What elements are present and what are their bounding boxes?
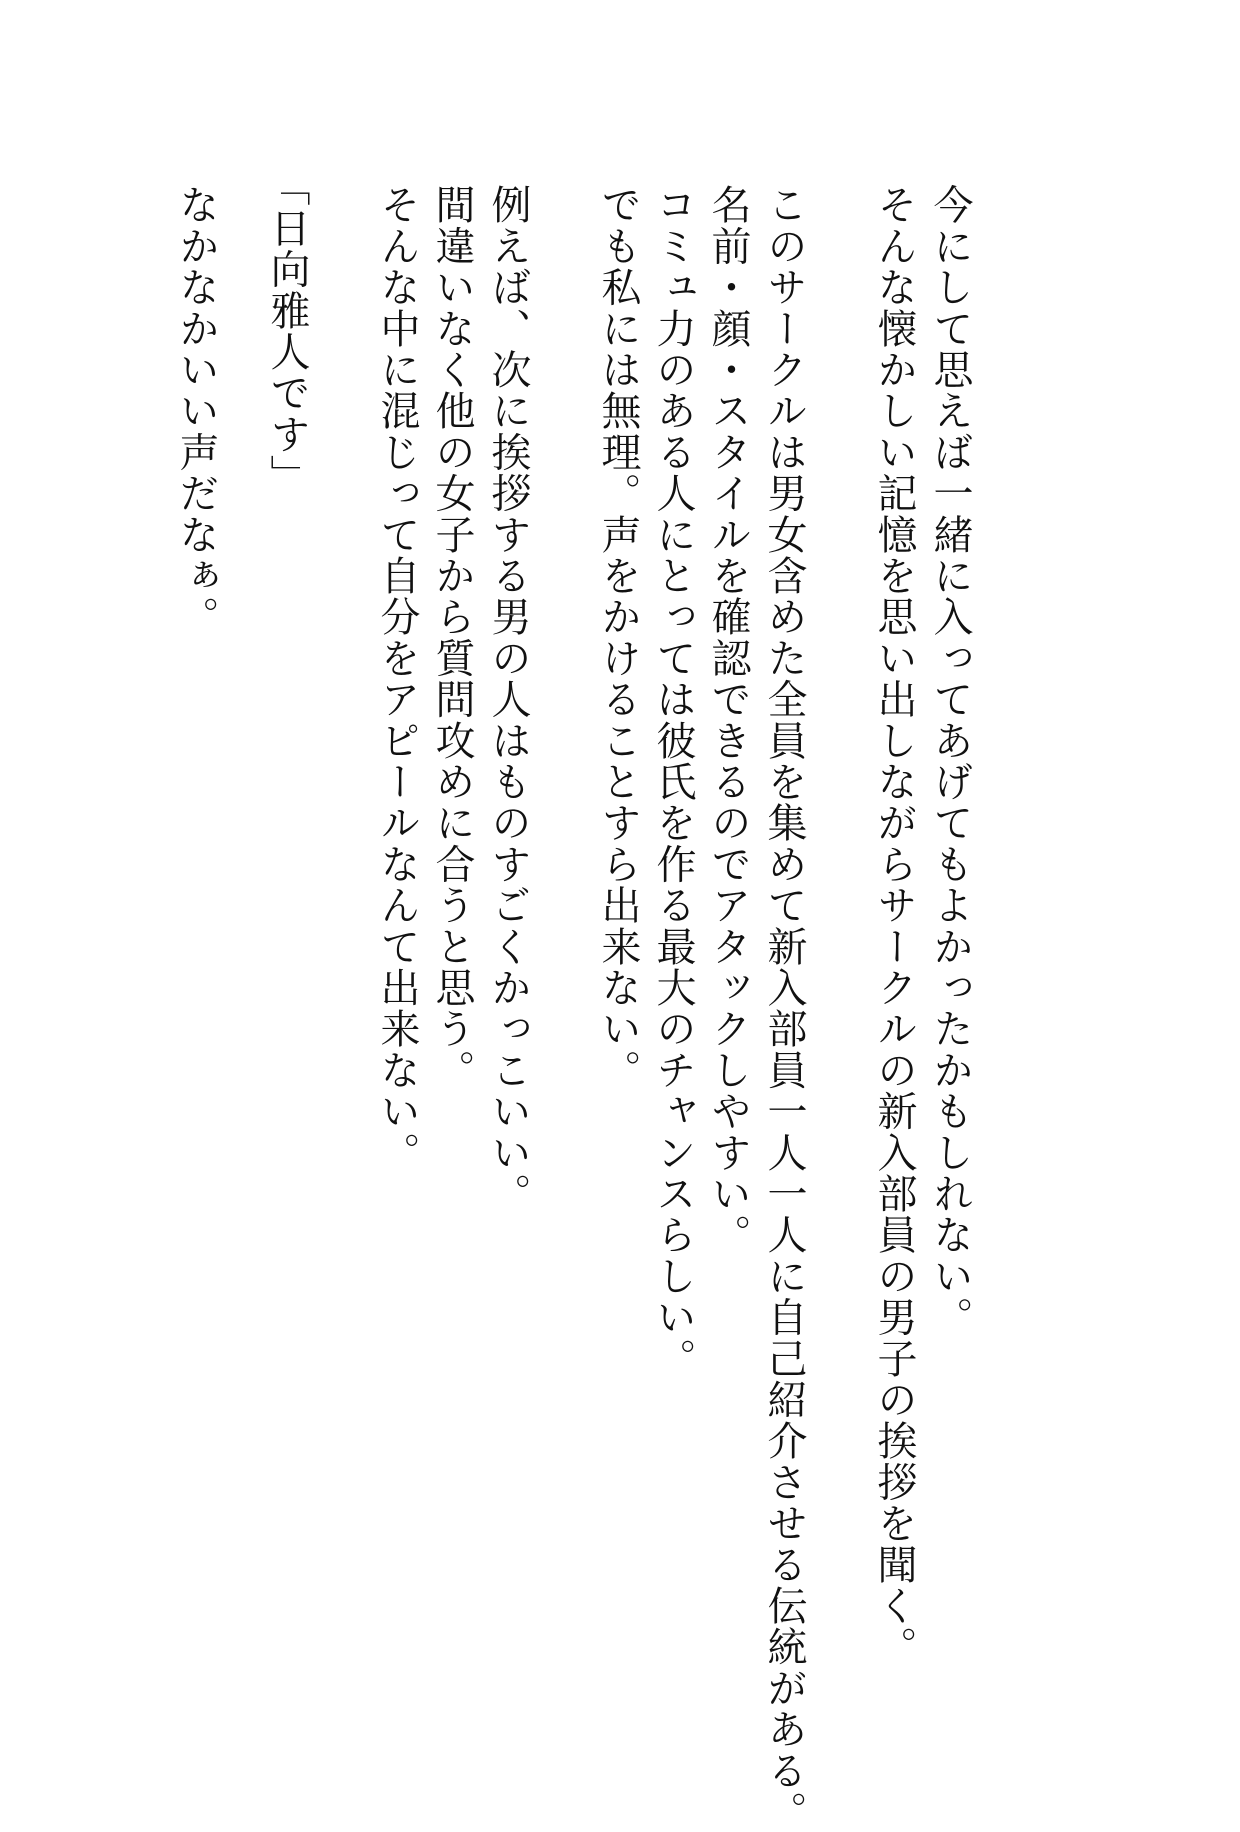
dialogue-line: 「日向雅人です」 [264, 166, 310, 496]
text-line-9: そんな中に混じって自分をアピールなんて出来ない。 [374, 184, 420, 1173]
text-line-2: そんな懐かしい記憶を思い出しながらサークルの新入部員の男子の挨拶を聞く。 [871, 184, 917, 1668]
text-line-6: でも私には無理。声をかけることすら出来ない。 [595, 184, 641, 1091]
text-line-5: コミュ力のある人にとっては彼氏を作る最大のチャンスらしい。 [650, 184, 696, 1379]
text-line-10: なかなかいい声だなぁ。 [173, 184, 219, 638]
text-line-4: 名前・顔・スタイルを確認できるのでアタックしやすい。 [705, 184, 751, 1256]
text-line-7: 例えば、次に挨拶する男の人はものすごくかっこいい。 [485, 184, 531, 1214]
text-line-1: 今にして思えば一緒に入ってあげてもよかったかもしれない。 [927, 184, 973, 1338]
text-line-8: 間違いなく他の女子から質問攻めに合うと思う。 [429, 184, 475, 1091]
text-line-3: このサークルは男女含めた全員を集めて新入部員一人一人に自己紹介させる伝統がある。 [761, 184, 807, 1832]
